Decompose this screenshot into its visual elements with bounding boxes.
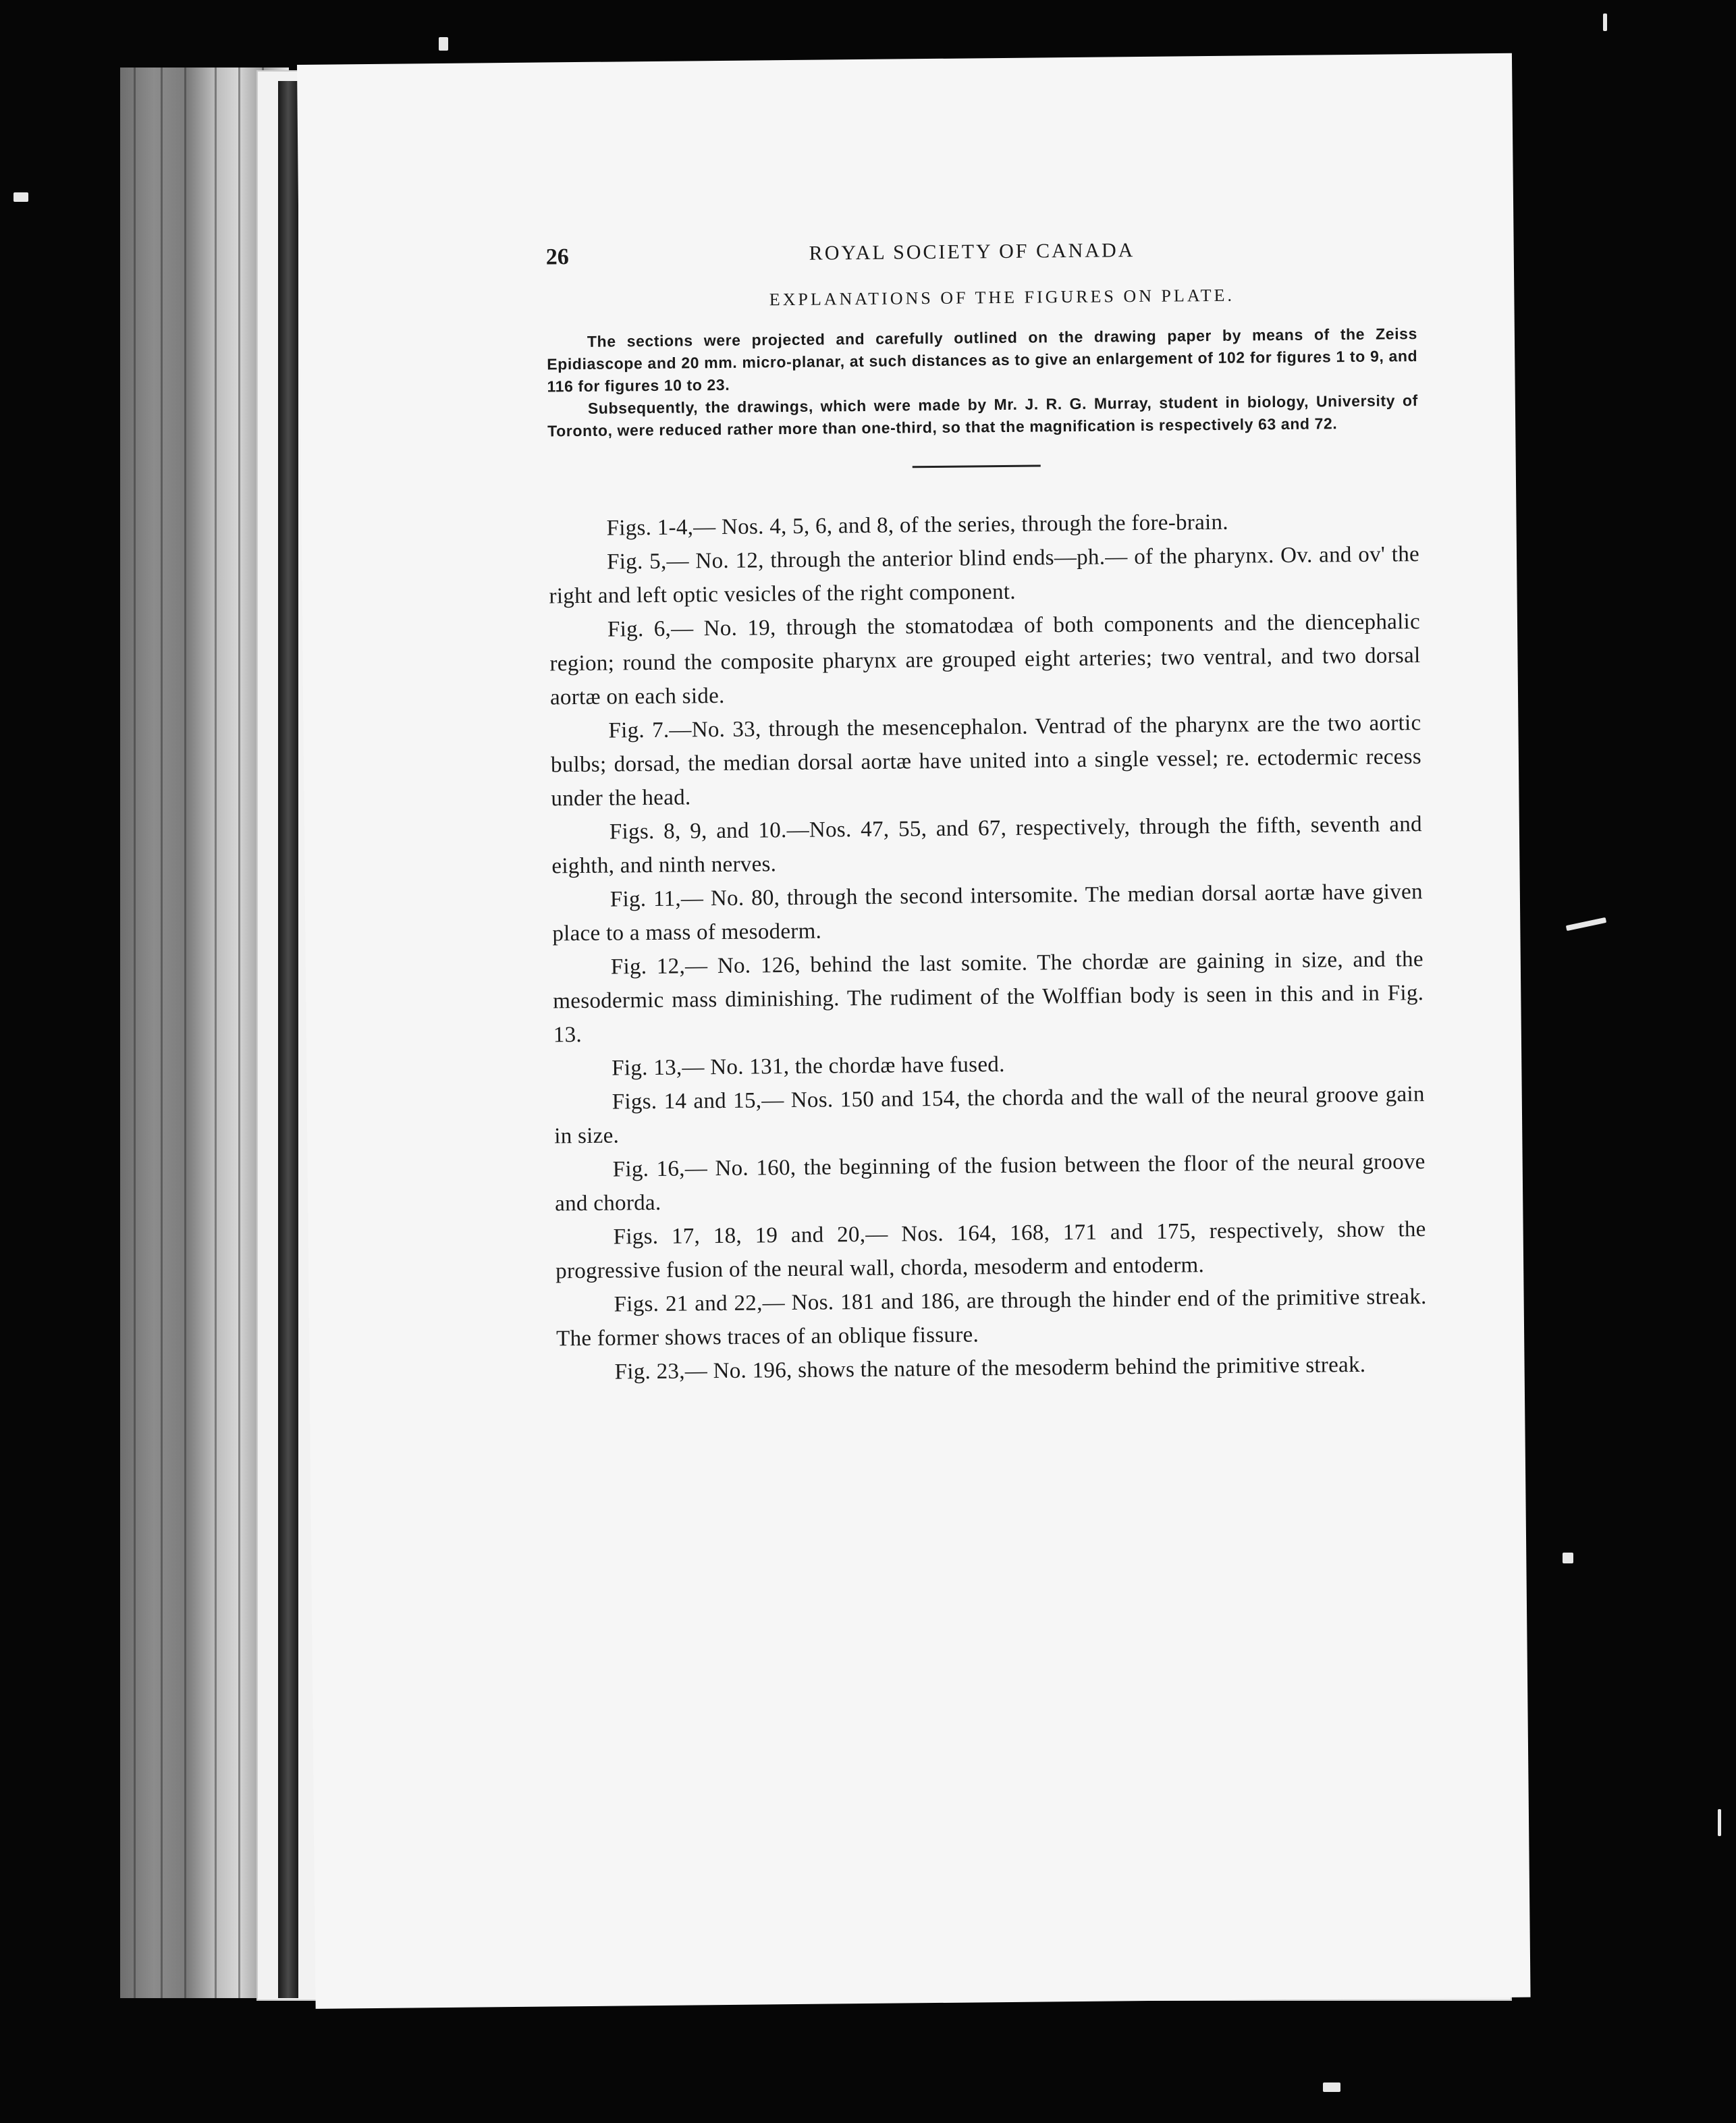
figure-explanation: Fig. 7.—No. 33, through the mesencephalon. Ventrad of the pharynx are the two aortic bulbs; dorsad, the median dorsal aortæ have united into a single vessel; re. ectodermic recess under the head.: [550, 711, 1422, 811]
figure-explanation: Figs. 1-4,— Nos. 4, 5, 6, and 8, of the series, through the fore-brain.: [606, 510, 1229, 541]
running-title: ROYAL SOCIETY OF CANADA: [809, 239, 1135, 265]
running-head: [546, 236, 1417, 285]
figure-explanation: Fig. 11,— No. 80, through the second intersomite. The median dorsal aortæ have given place to a mass of mesoderm.: [552, 880, 1423, 946]
figure-explanation: Figs. 8, 9, and 10.—Nos. 47, 55, and 67, respectively, through the fifth, seventh and eighth, and ninth nerves.: [551, 812, 1423, 879]
book-page: [297, 53, 1531, 2009]
figure-explanation: Fig. 13,— No. 131, the chordæ have fused.: [612, 1052, 1005, 1081]
dust-speck: [1563, 1553, 1573, 1563]
intro-notes: [547, 323, 1419, 442]
figure-explanation: Figs. 17, 18, 19 and 20,— Nos. 164, 168, 171 and 175, respectively, show the progressive fusion of the neural wall, chorda, mesoderm and entoderm.: [555, 1217, 1426, 1284]
section-title: EXPLANATIONS OF THE FIGURES ON PLATE.: [769, 285, 1235, 310]
page-number: 26: [545, 244, 569, 270]
figure-explanation: Fig. 16,— No. 160, the beginning of the fusion between the floor of the neural groove and chorda.: [555, 1150, 1426, 1216]
intro-paragraph: Subsequently, the drawings, which were made by Mr. J. R. G. Murray, student in biology, University of Toronto, were reduced rather more than one-third, so that the magnification is respectively 63 and 72.: [547, 392, 1418, 440]
dust-speck: [1603, 14, 1607, 31]
dust-speck: [13, 192, 28, 202]
figure-explanation: Fig. 6,— No. 19, through the stomatodæa of both components and the diencephalic region; round the composite pharynx are grouped eight arteries; two ventral, and two dorsal aortæ on each side.: [549, 610, 1421, 710]
figure-explanation: Figs. 21 and 22,— Nos. 181 and 186, are through the hinder end of the primitive streak. The former shows traces of an oblique fissure.: [555, 1285, 1427, 1351]
figure-explanation: Fig. 12,— No. 126, behind the last somite. The chordæ are gaining in size, and the mesodermic mass diminishing. The rudiment of the Wolffian body is seen in this and in Fig. 13.: [553, 947, 1424, 1048]
dust-speck: [1323, 2082, 1340, 2092]
figure-explanation: Figs. 14 and 15,— Nos. 150 and 154, the chorda and the wall of the neural groove gain in size.: [554, 1082, 1425, 1149]
dust-speck: [1718, 1809, 1721, 1836]
section-divider: [913, 464, 1041, 468]
page-text: [546, 236, 1428, 1389]
figure-explanations: [548, 504, 1427, 1389]
page-gutter: [278, 81, 298, 1998]
intro-paragraph: The sections were projected and carefully outlined on the drawing paper by means of the Zeiss Epidiascope and 20 mm. micro-planar, at such distances as to give an enlargement of 102 for figures 1 to 9, and 116 for figures 10 to 23.: [547, 325, 1418, 396]
figure-explanation: Fig. 5,— No. 12, through the anterior blind ends—ph.— of the pharynx. Ov. and ov' the right and left optic vesicles of the right component.: [549, 542, 1420, 609]
figure-explanation: Fig. 23,— No. 196, shows the nature of the mesoderm behind the primitive streak.: [614, 1352, 1366, 1385]
dust-speck: [1566, 917, 1606, 931]
dust-speck: [439, 37, 448, 51]
